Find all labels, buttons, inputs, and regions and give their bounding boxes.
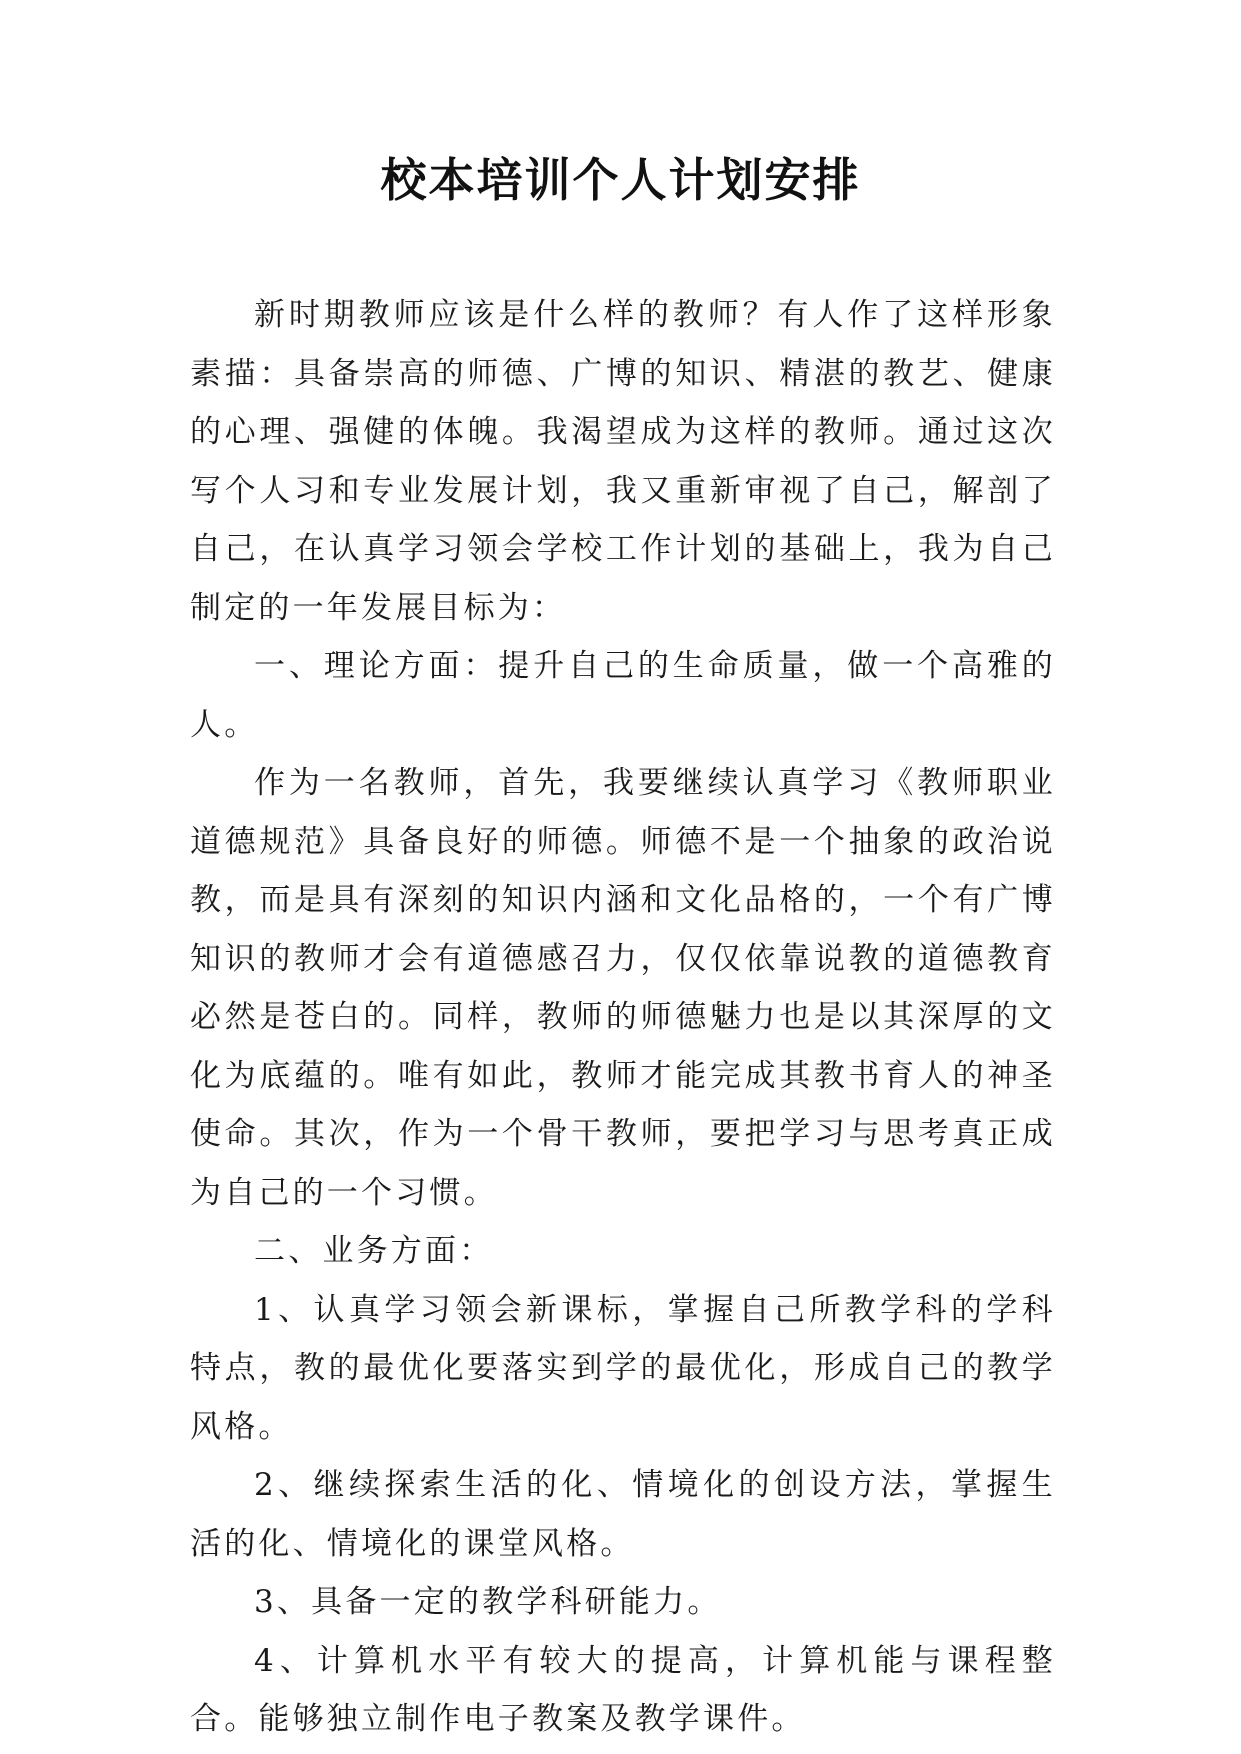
business-item-1: 1、认真学习领会新课标，掌握自己所教学科的学科特点，教的最优化要落实到学的最优化，形成自己的教学风格。: [190, 1291, 1056, 1445]
document-body: [190, 286, 1056, 1749]
intro-paragraph: 新时期教师应该是什么样的教师？有人作了这样形象素描：具备崇高的师德、广博的知识、精湛的教艺、健康的心理、强健的体魄。我渴望成为这样的教师。通过这次写个人习和专业发展计划，我又重新审视了自己，解剖了自己，在认真学习领会学校工作计划的基础上，我为自己制定的一年发展目标为：: [190, 297, 1056, 626]
theory-paragraph: 作为一名教师，首先，我要继续认真学习《教师职业道德规范》具备良好的师德。师德不是一个抽象的政治说教，而是具有深刻的知识内涵和文化品格的，一个有广博知识的教师才会有道德感召力，仅仅依靠说教的道德教育必然是苍白的。同样，教师的师德魅力也是以其深厚的文化为底蕴的。唯有如此，教师才能完成其教书育人的神圣使命。其次，作为一个骨干教师，要把学习与思考真正成为自己的一个习惯。: [190, 765, 1056, 1211]
business-heading: 二、业务方面：: [254, 1233, 494, 1269]
business-item-4: 4、计算机水平有较大的提高，计算机能与课程整合。能够独立制作电子教案及教学课件。: [190, 1642, 1056, 1737]
theory-heading: 一、理论方面：提升自己的生命质量，做一个高雅的人。: [190, 648, 1056, 743]
business-item-3: 3、具备一定的教学科研能力。: [254, 1584, 722, 1620]
business-item-2: 2、继续探索生活的化、情境化的创设方法，掌握生活的化、情境化的课堂风格。: [190, 1467, 1056, 1562]
document-title: 校本培训个人计划安排: [380, 153, 861, 207]
